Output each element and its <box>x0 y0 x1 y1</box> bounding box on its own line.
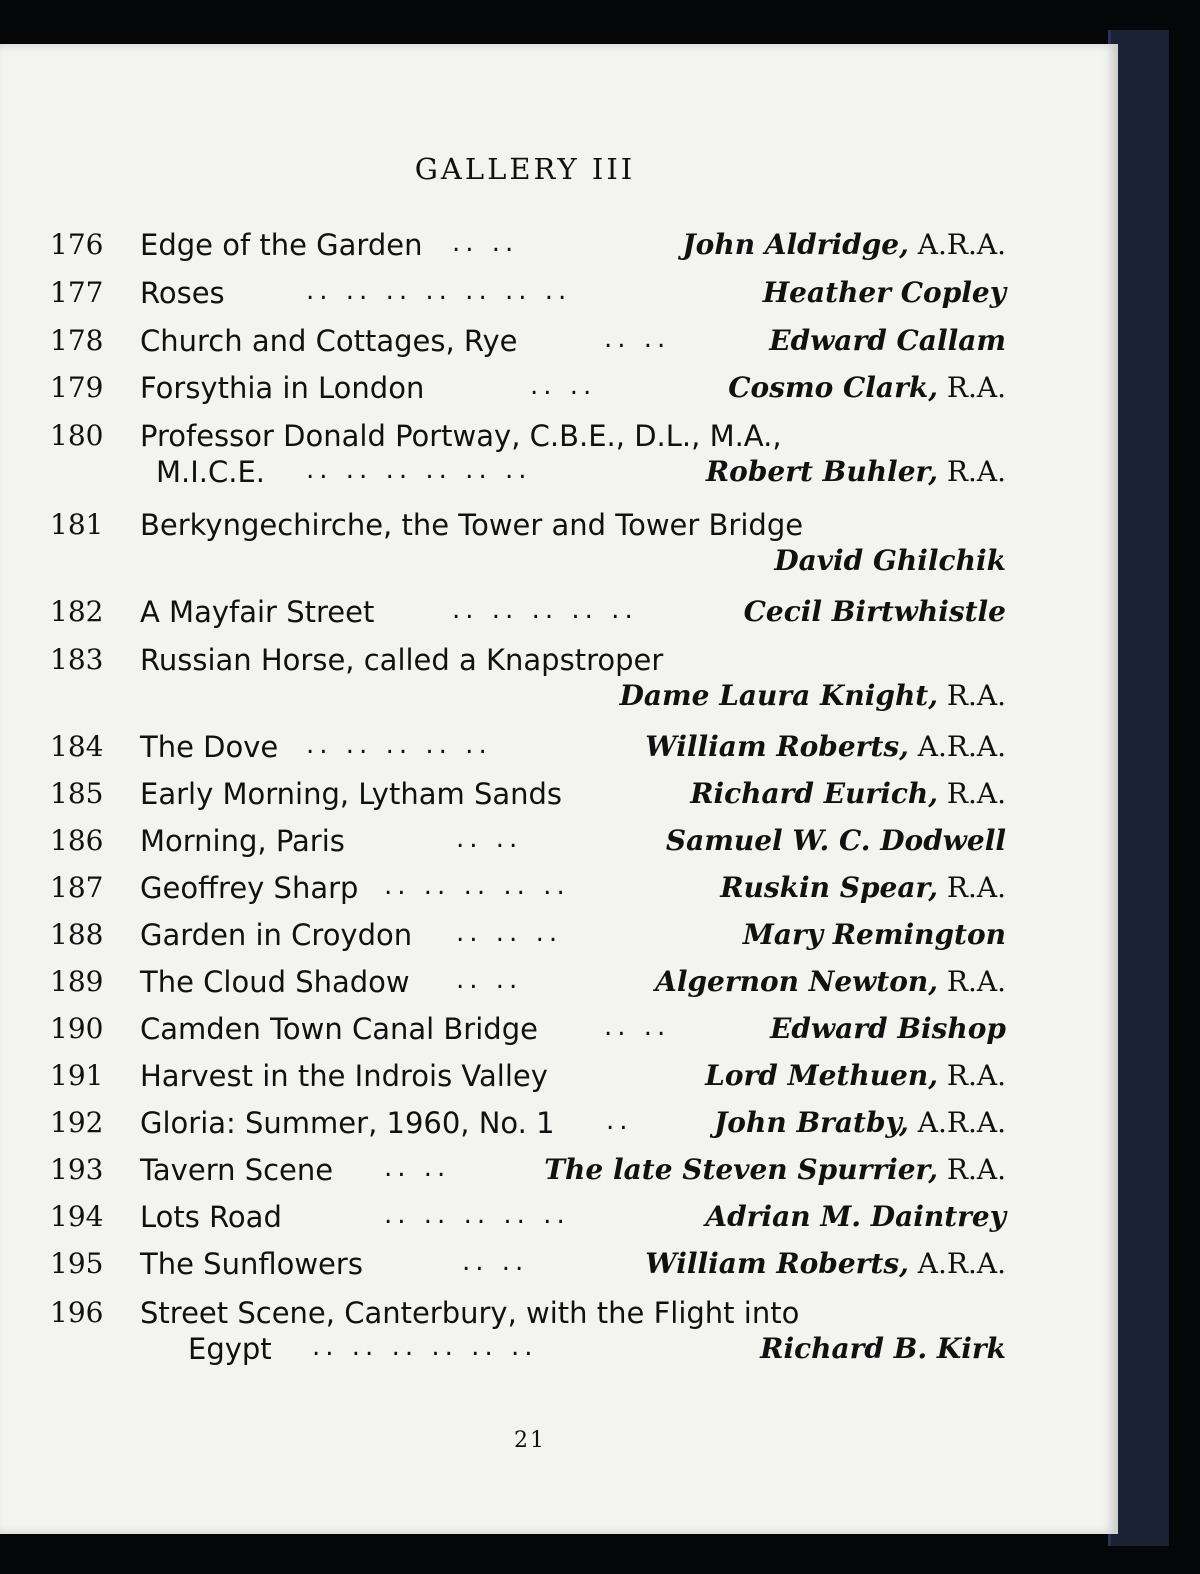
artist-honours: R.A. <box>946 455 1006 488</box>
artist-credit <box>743 918 1006 951</box>
catalogue-entry <box>0 824 1118 864</box>
painting-title: Lots Road <box>140 1200 282 1234</box>
painting-title: Camden Town Canal Bridge <box>140 1012 538 1046</box>
artist-honours: R.A. <box>946 871 1006 904</box>
artist-name: Mary Remington <box>742 918 1006 951</box>
artist-name: Ruskin Spear, <box>720 871 938 904</box>
entry-number: 195 <box>50 1247 104 1280</box>
entry-number: 187 <box>50 871 104 904</box>
artist-credit <box>645 730 1006 763</box>
artist-credit <box>682 228 1006 261</box>
painting-title: Church and Cottages, Rye <box>140 324 518 358</box>
painting-title: Geoffrey Sharp <box>140 871 359 905</box>
entry-number: 177 <box>50 276 104 309</box>
painting-title: The Sunflowers <box>140 1247 363 1281</box>
artist-name: Edward Callam <box>769 324 1006 357</box>
artist-credit <box>705 1200 1006 1233</box>
leader-dots: .. .. .. .. .. .. <box>306 455 532 485</box>
artist-credit <box>645 1247 1006 1280</box>
painting-title: Tavern Scene <box>140 1153 334 1187</box>
artist-name: Heather Copley <box>762 276 1006 309</box>
leader-dots: .. .. <box>456 965 523 995</box>
catalogue-page <box>0 44 1118 1534</box>
artist-credit <box>763 276 1006 309</box>
entry-number: 186 <box>50 824 104 857</box>
artist-honours: R.A. <box>946 1059 1006 1092</box>
artist-credit <box>774 544 1006 577</box>
artist-honours: R.A. <box>946 371 1006 404</box>
catalogue-entry <box>0 871 1118 911</box>
painting-title: Berkyngechirche, the Tower and Tower Bridge <box>140 508 804 542</box>
artist-honours: R.A. <box>946 1153 1006 1186</box>
page-number: 21 <box>514 1428 546 1453</box>
painting-title: The Dove <box>140 730 279 764</box>
catalogue-entry <box>0 371 1118 411</box>
painting-title: Harvest in the Indrois Valley <box>140 1059 548 1093</box>
artist-name: Lord Methuen, <box>705 1059 938 1092</box>
leader-dots: .. .. <box>456 824 523 854</box>
entry-number: 183 <box>50 643 104 676</box>
artist-name: The late Steven Spurrier, <box>544 1153 938 1186</box>
artist-name: David Ghilchik <box>774 544 1006 577</box>
painting-title: Garden in Croydon <box>140 918 413 952</box>
entry-number: 180 <box>50 419 104 452</box>
artist-honours: A.R.A. <box>917 1106 1006 1139</box>
painting-title: Morning, Paris <box>140 824 345 858</box>
leader-dots: .. <box>606 1106 633 1136</box>
catalogue-entry <box>0 276 1118 316</box>
catalogue-entry <box>0 1059 1118 1099</box>
painting-title: Street Scene, Canterbury, with the Flight into <box>140 1296 800 1330</box>
entry-number: 194 <box>50 1200 104 1233</box>
artist-name: Dame Laura Knight, <box>619 679 938 712</box>
entry-number: 176 <box>50 228 104 261</box>
entry-number: 189 <box>50 965 104 998</box>
artist-name: Edward Bishop <box>770 1012 1006 1045</box>
catalogue-entry <box>0 777 1118 817</box>
catalogue-entry <box>0 965 1118 1005</box>
leader-dots: .. .. .. <box>456 918 563 948</box>
leader-dots: .. .. .. .. .. .. <box>312 1332 538 1362</box>
catalogue-entry <box>0 1200 1118 1240</box>
artist-honours: A.R.A. <box>917 1247 1006 1280</box>
entry-number: 192 <box>50 1106 104 1139</box>
artist-name: William Roberts, <box>645 730 909 763</box>
painting-title: Russian Horse, called a Knapstroper <box>140 643 664 677</box>
entry-number: 184 <box>50 730 104 763</box>
artist-honours: R.A. <box>946 777 1006 810</box>
entry-number: 188 <box>50 918 104 951</box>
entry-number: 178 <box>50 324 104 357</box>
painting-title: Gloria: Summer, 1960, No. 1 <box>140 1106 555 1140</box>
catalogue-entry <box>0 918 1118 958</box>
artist-credit <box>714 1106 1006 1139</box>
artist-name: Richard Eurich, <box>690 777 938 810</box>
catalogue-entry <box>0 595 1118 635</box>
entry-number: 190 <box>50 1012 104 1045</box>
leader-dots: .. .. <box>384 1153 451 1183</box>
artist-name: Cecil Birtwhistle <box>743 595 1006 628</box>
catalogue-entry <box>0 730 1118 770</box>
catalogue-entry <box>0 1153 1118 1193</box>
painting-title: Roses <box>140 276 225 310</box>
catalogue-entry <box>0 419 1118 495</box>
artist-credit <box>769 324 1006 357</box>
leader-dots: .. .. .. .. .. <box>452 595 638 625</box>
painting-title: A Mayfair Street <box>140 595 375 629</box>
leader-dots: .. .. <box>462 1247 529 1277</box>
artist-name: Adrian M. Daintrey <box>705 1200 1006 1233</box>
painting-title: Professor Donald Portway, C.B.E., D.L., M.A., <box>140 419 782 453</box>
painting-title: Early Morning, Lytham Sands <box>140 777 563 811</box>
catalogue-entry <box>0 1296 1118 1372</box>
catalogue-entry <box>0 508 1118 584</box>
catalogue-entry <box>0 1012 1118 1052</box>
leader-dots: .. .. <box>452 228 519 258</box>
painting-title: Edge of the Garden <box>140 228 423 262</box>
entry-number: 181 <box>50 508 104 541</box>
painting-title: The Cloud Shadow <box>140 965 410 999</box>
artist-credit <box>690 777 1006 810</box>
entry-number: 182 <box>50 595 104 628</box>
artist-credit <box>760 1332 1006 1365</box>
gallery-title: GALLERY III <box>414 152 636 186</box>
catalogue-entry <box>0 1106 1118 1146</box>
artist-honours: A.R.A. <box>917 228 1006 261</box>
artist-name: John Bratby, <box>714 1106 909 1139</box>
leader-dots: .. .. <box>530 371 597 401</box>
catalogue-entry <box>0 324 1118 364</box>
entry-number: 196 <box>50 1296 104 1329</box>
artist-credit <box>655 965 1006 998</box>
artist-name: Cosmo Clark, <box>728 371 938 404</box>
artist-credit <box>666 824 1006 857</box>
artist-credit <box>705 1059 1006 1092</box>
artist-name: Robert Buhler, <box>705 455 938 488</box>
artist-credit <box>620 679 1006 712</box>
artist-credit <box>544 1153 1006 1186</box>
artist-honours: A.R.A. <box>917 730 1006 763</box>
entry-number: 193 <box>50 1153 104 1186</box>
artist-honours: R.A. <box>946 679 1006 712</box>
painting-title-continued: Egypt <box>188 1332 272 1366</box>
entry-number: 179 <box>50 371 104 404</box>
artist-name: John Aldridge, <box>682 228 909 261</box>
artist-name: William Roberts, <box>645 1247 909 1280</box>
artist-credit <box>720 871 1006 904</box>
leader-dots: .. .. .. .. .. <box>306 730 492 760</box>
entry-number: 185 <box>50 777 104 810</box>
catalogue-entry <box>0 228 1118 268</box>
artist-name: Samuel W. C. Dodwell <box>665 824 1006 857</box>
leader-dots: .. .. <box>604 1012 671 1042</box>
artist-credit <box>728 371 1006 404</box>
entry-number: 191 <box>50 1059 104 1092</box>
artist-credit <box>706 455 1006 488</box>
catalogue-entry <box>0 643 1118 719</box>
artist-credit <box>744 595 1006 628</box>
leader-dots: .. .. .. .. .. <box>384 1200 570 1230</box>
artist-credit <box>770 1012 1006 1045</box>
painting-title-continued: M.I.C.E. <box>156 455 266 489</box>
painting-title: Forsythia in London <box>140 371 425 405</box>
artist-honours: R.A. <box>946 965 1006 998</box>
leader-dots: .. .. .. .. .. .. .. <box>306 276 572 306</box>
artist-name: Algernon Newton, <box>655 965 938 998</box>
artist-name: Richard B. Kirk <box>760 1332 1006 1365</box>
leader-dots: .. .. <box>604 324 671 354</box>
leader-dots: .. .. .. .. .. <box>384 871 570 901</box>
catalogue-entry <box>0 1247 1118 1287</box>
